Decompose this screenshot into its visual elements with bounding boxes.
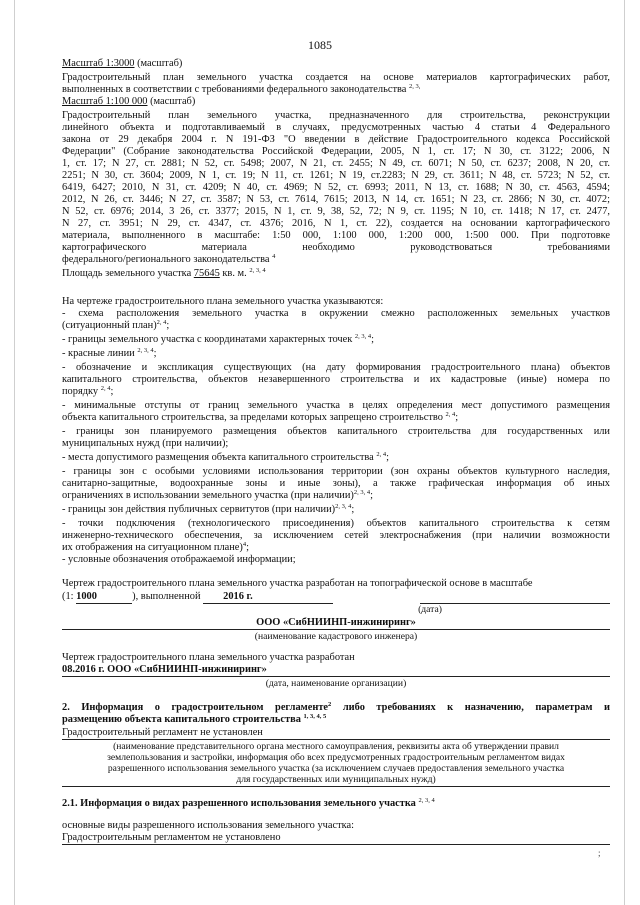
bullet-line: (ситуационный план)$^{2, 4}$; bbox=[62, 319, 170, 331]
para-2-line: 6419, 6427; 2010, N 31, ст. 4209; N 40, ст. 4969; N 52, ст. 6993; 2011, N 13, ст. 1688; N 30, ст. 4563, 4594; bbox=[62, 182, 610, 193]
main-uses-value: Градостроительным регламентом не установлено bbox=[62, 832, 281, 843]
regulation-caption: для государственных или муниципальных нужд) bbox=[236, 774, 436, 785]
topo-line: Чертеж градостроительного плана земельного участка разработан на топографической основе в масштабе bbox=[62, 578, 533, 589]
drawing-intro: На чертеже градостроительного плана земельного участка указываются: bbox=[62, 296, 384, 307]
footnote-ref: 2, 3, 4 bbox=[249, 267, 266, 274]
section-2-heading: 2. Информация о градостроительном регламенте$^2$ либо требованиях к назначению, параметрам и bbox=[62, 701, 610, 713]
topo-year: 2016 г. bbox=[203, 591, 333, 604]
bullet-line: капитального строительства, объектов незавершенного строительства и их кадастровые (иные) номера по bbox=[62, 374, 610, 385]
section-2-1-heading: 2.1. Информация о видах разрешенного использования земельного участка $^{2, 3, 4}$ bbox=[62, 797, 435, 809]
bullet-line: - схема расположения земельного участка в окружении смежно расположенных земельных участков bbox=[62, 308, 610, 319]
bullet-line: ограничениях в использовании земельного участка (при наличии)$^{2, 3, 4}$; bbox=[62, 489, 374, 501]
para-2-line: федерального/регионального законодательства $^4$ bbox=[62, 253, 276, 265]
area-value: 75645 bbox=[193, 268, 220, 279]
para-2-line: Градостроительный план земельного участка, предназначенного для строительства, реконструкции bbox=[62, 110, 610, 121]
para-1-line: Градостроительный план земельного участка создается на основе материалов картографических работ, bbox=[62, 72, 610, 83]
para-2-line: Федерации" (Собрание законодательства Российской Федерации, 2005, N 1, ст. 17; N 30, ст. 3122; 2006, N bbox=[62, 146, 610, 157]
scale-1-line bbox=[62, 58, 610, 70]
area-line: Площадь земельного участка 75645 кв. м. $^{2, 3, 4}$ bbox=[62, 267, 266, 279]
bullet-line: - обозначение и экспликация существующих (на дату формирования градостроительного плана) объектов bbox=[62, 362, 610, 373]
date-caption: (дата) bbox=[418, 604, 442, 615]
engineer-caption: (наименование кадастрового инженера) bbox=[254, 631, 418, 642]
scale-2-label: Масштаб 1:100 000 bbox=[62, 96, 148, 107]
bullet-line: - границы зон действия публичных сервитутов (при наличии)$^{2, 3, 4}$; bbox=[62, 503, 355, 515]
scan-edge-left bbox=[14, 0, 15, 905]
scan-mark: ; bbox=[598, 848, 601, 858]
para-2-line: материала, выполненного в масштабе: 1:50 000, 1:100 000, 1:200 000, 1:500 000. При подготовке bbox=[62, 230, 610, 241]
bullet-line: - условные обозначения отображаемой информации; bbox=[62, 554, 296, 565]
para-2-line: N 27, ст. 3951; N 29, ст. 4347, ст. 4376; 2016, N 1, ст. 22), создается на основании картографического bbox=[62, 218, 610, 229]
bullet-line: - места допустимого размещения объекта капитального строительства $^{2, 4}$; bbox=[62, 451, 389, 463]
main-uses-fill-line bbox=[62, 844, 610, 845]
scan-edge-right bbox=[624, 0, 625, 905]
page-number: 1085 bbox=[308, 38, 332, 52]
footnote-ref: 2, 3, bbox=[408, 83, 421, 90]
main-uses-label: основные виды разрешенного использования земельного участка: bbox=[62, 820, 355, 831]
scale-2-line bbox=[62, 96, 610, 108]
para-2-line: N 52, ст. 6976; 2014, 3 26, ст. 3377; 2015, N 1, ст. 9, 38, 52, 72; N 9, ст. 1195; N 10, ст. 1418; N 17, ст. 2477, bbox=[62, 206, 610, 217]
bullet-line: - минимальные отступы от границ земельного участка в целях определения мест допустимого размещения bbox=[62, 400, 610, 411]
bullet-line: инженерно-технического обеспечения, за исключением сетей электроснабжения (при наличии возможности bbox=[62, 530, 610, 541]
section-2-heading: размещению объекта капитального строительства $^{1, 3, 4, 5}$ bbox=[62, 713, 327, 725]
para-2-line: закона от 29 декабря 2004 г. N 191-ФЗ "О введении в действие Градостроительного кодекса Российской bbox=[62, 134, 610, 145]
developed-fill-line bbox=[62, 676, 610, 677]
bullet-line: - границы зон планируемого размещения объектов капитального строительства для государственных или bbox=[62, 426, 610, 437]
scale-1-label: Масштаб 1:3000 bbox=[62, 58, 135, 69]
regulation-caption: землепользования и застройки, информация обо всех предусмотренных градостроительным регламентом видах bbox=[107, 752, 565, 763]
para-2-line: картографического материала необходимо руководствоваться требованиями bbox=[62, 242, 610, 253]
topo-scale-line: (1: 1000 ), выполненной 2016 г. bbox=[62, 591, 610, 604]
topo-scale-value: 1000 bbox=[76, 591, 132, 604]
company-name: ООО «СибНИИНП-инжиниринг» bbox=[256, 617, 416, 628]
para-2-line: 1, ст. 17; N 27, ст. 2881; N 52, ст. 5498; 2007, N 21, ст. 2455; N 49, ст. 6071; N 50, ст. 6237; 2008, N 20, ст. bbox=[62, 158, 610, 169]
regulation-caption: (наименование представительного органа местного самоуправления, реквизиты акта об утверждении правил bbox=[113, 741, 559, 752]
bullet-line: их отображения на ситуационном плане)$^4$; bbox=[62, 541, 250, 553]
para-2-line: 2012, N 26, ст. 3446; N 27, ст. 3587; N 53, ст. 7614, 7615; 2013, N 14, ст. 1651; N 23, ст. 2866; N 30, ст. 4072; bbox=[62, 194, 610, 205]
scale-1-suffix: (масштаб) bbox=[134, 58, 183, 69]
bullet-line: - точки подключения (технологического присоединения) объектов капитального строительства к сетям bbox=[62, 518, 610, 529]
regulation-caption: разрешенного использования земельного участка (за исключением случаев предоставления земельного участка bbox=[107, 763, 565, 774]
bullet-line: - красные линии $^{2, 3, 4}$; bbox=[62, 347, 157, 359]
para-2-line: линейного объекта и подготавливаемый в случаях, предусмотренных частью 4 статьи 4 Федерального bbox=[62, 122, 610, 133]
bullet-line: порядку $^{2, 4}$; bbox=[62, 385, 114, 397]
bullet-line: - границы зон с особыми условиями использования территории (зон охраны объектов культурного наследия, bbox=[62, 466, 610, 477]
developed-value: 08.2016 г. ООО «СибНИИНП-инжиниринг» bbox=[62, 664, 267, 675]
regulation-fill-line bbox=[62, 739, 610, 740]
company-fill-line bbox=[62, 629, 610, 630]
bullet-line: - границы земельного участка с координатами характерных точек $^{2, 3, 4}$; bbox=[62, 333, 375, 345]
scale-2-suffix: (масштаб) bbox=[147, 96, 196, 107]
bullet-line: объекта капитального строительства, за пределами которых запрещено строительство $^{2, 4}$; bbox=[62, 411, 459, 423]
regulation-caption-line bbox=[62, 786, 610, 787]
developed-caption: (дата, наименование организации) bbox=[265, 678, 407, 689]
bullet-line: санитарно-защитные, водоохранные зоны и иные зоны), а также графическая информация об иных bbox=[62, 478, 610, 489]
developed-line: Чертеж градостроительного плана земельного участка разработан bbox=[62, 652, 355, 663]
footnote-ref: 4 bbox=[272, 253, 276, 260]
para-1-line: выполненных в соответствии с требованиями федерального законодательства $^{2, 3,}$ bbox=[62, 83, 421, 95]
regulation-status: Градостроительный регламент не установлен bbox=[62, 727, 263, 738]
bullet-line: муниципальных нужд (при наличии); bbox=[62, 438, 229, 449]
para-2-line: 2251; N 30, ст. 3604; 2009, N 1, ст. 19; N 11, ст. 1261; N 19, ст.2283; N 29, ст. 3611; N 48, ст. 5723; N 52, ст. bbox=[62, 170, 610, 181]
